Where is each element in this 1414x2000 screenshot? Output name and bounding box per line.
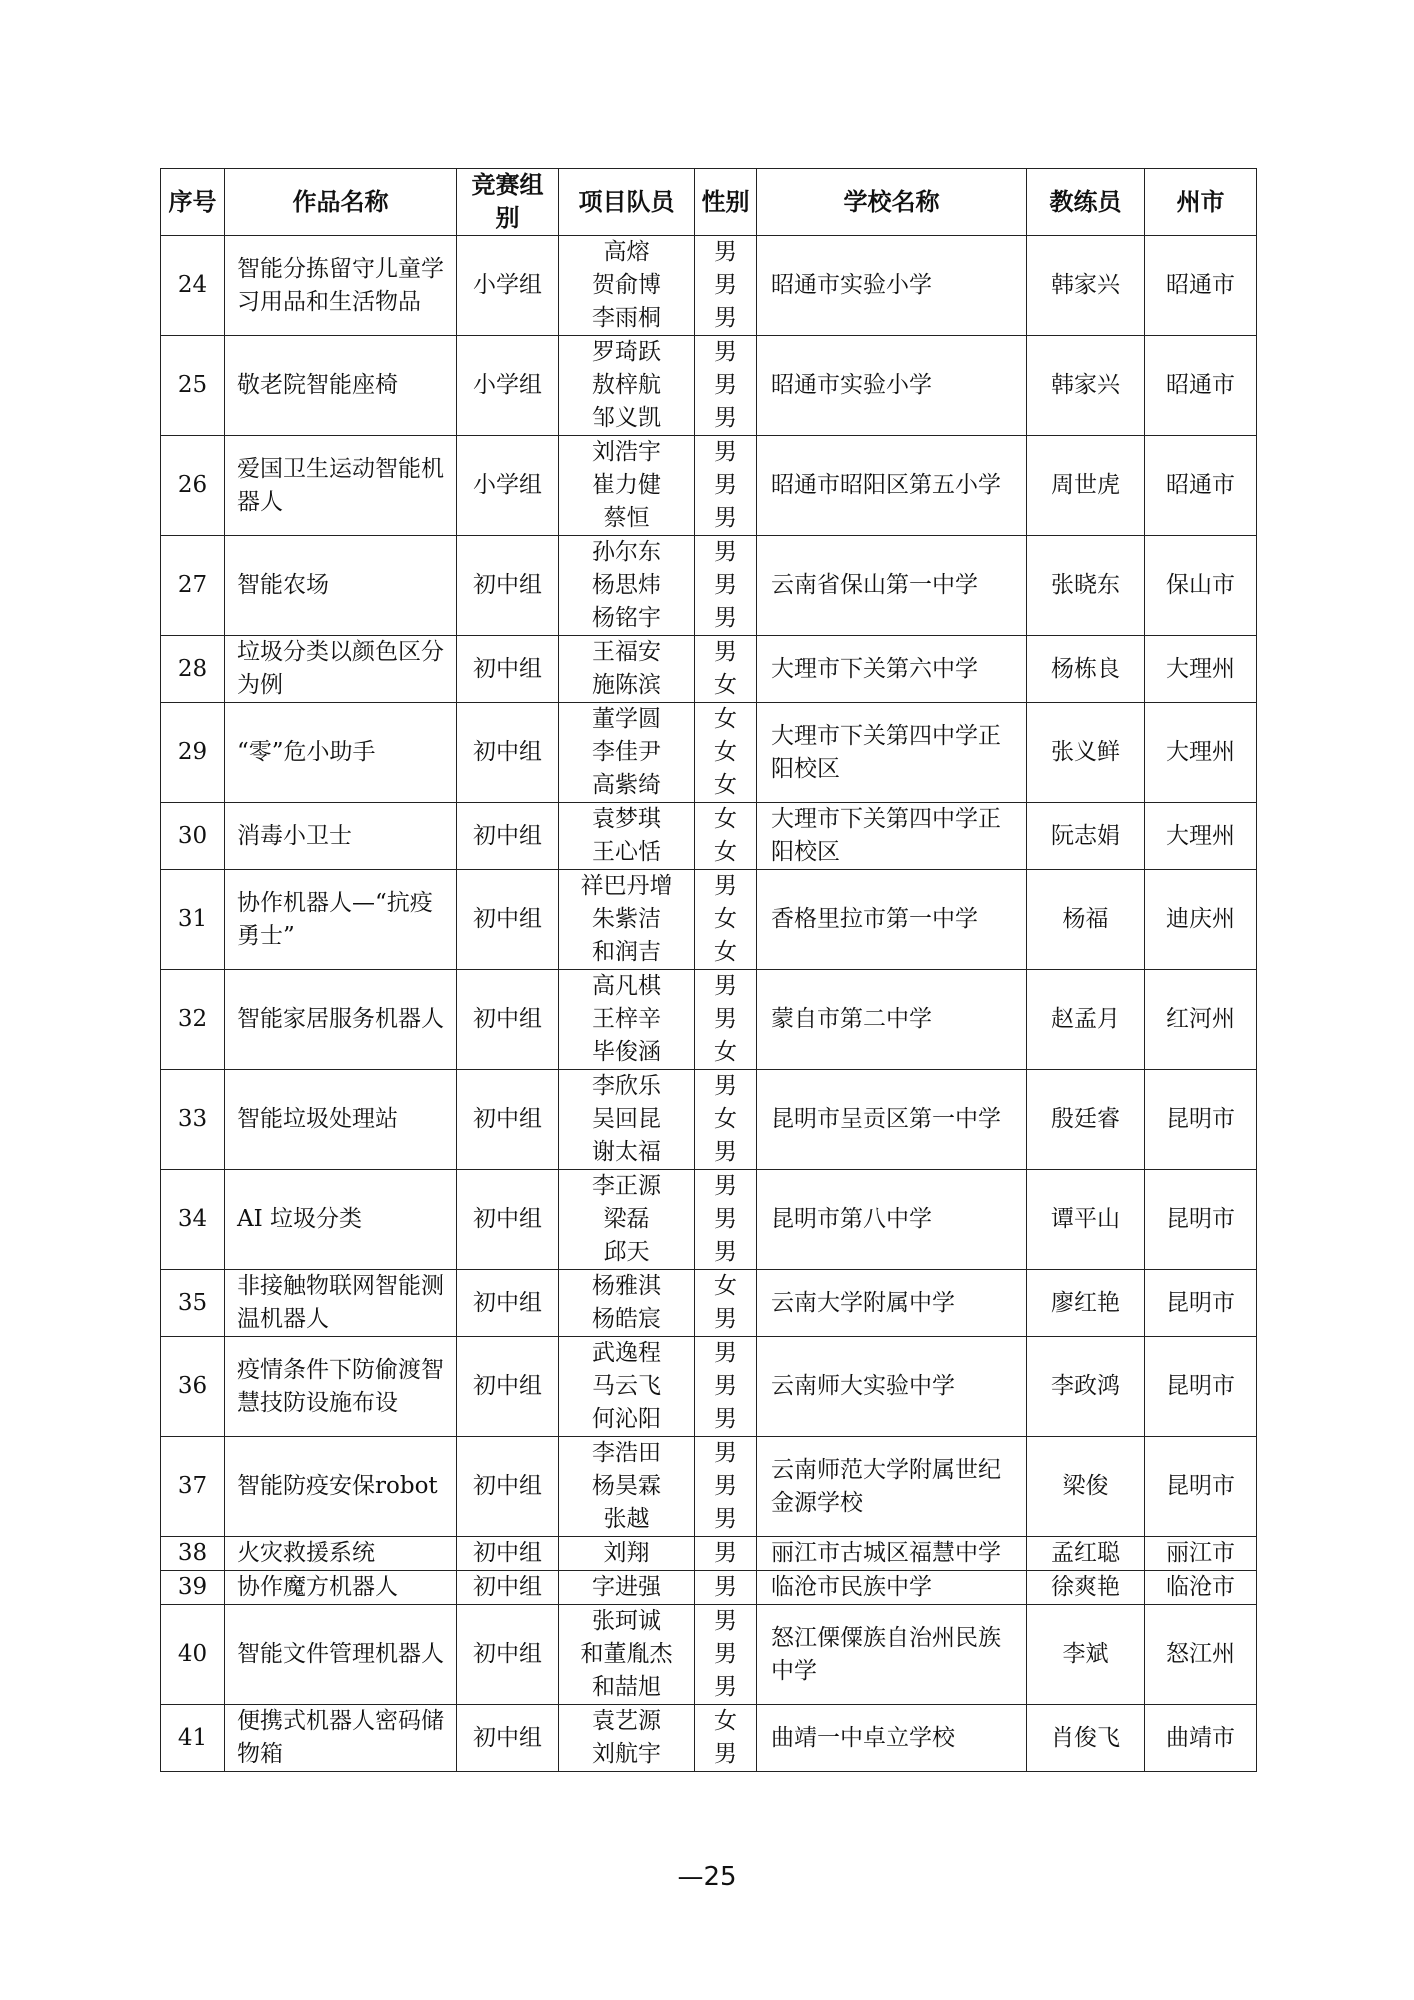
table-header-row — [161, 169, 1257, 236]
cell-school: 昭通市昭阳区第五小学 — [757, 436, 1027, 536]
table-row — [161, 803, 1257, 870]
award-table — [160, 168, 1257, 1772]
member-name: 王梓辛 — [592, 1006, 661, 1032]
member-name: 谢太福 — [592, 1139, 661, 1165]
member-name: 李正源 — [592, 1173, 661, 1199]
member-gender: 男 — [714, 1674, 737, 1700]
cell-coach: 谭平山 — [1027, 1170, 1145, 1270]
cell-work: 协作机器人—“抗疫勇士” — [225, 870, 457, 970]
member-gender: 女 — [714, 806, 737, 832]
cell-school: 云南省保山第一中学 — [757, 536, 1027, 636]
member-name: 刘航宇 — [592, 1741, 661, 1767]
cell-coach: 殷廷睿 — [1027, 1070, 1145, 1170]
table-row — [161, 970, 1257, 1070]
cell-members — [559, 1705, 695, 1772]
cell-city: 昆明市 — [1145, 1270, 1257, 1337]
member-gender: 男 — [714, 239, 737, 265]
cell-work: “零”危小助手 — [225, 703, 457, 803]
member-gender: 男 — [714, 1206, 737, 1232]
cell-work: 疫情条件下防偷渡智慧技防设施布设 — [225, 1337, 457, 1437]
cell-coach: 肖俊飞 — [1027, 1705, 1145, 1772]
member-gender: 女 — [714, 1039, 737, 1065]
cell-no: 31 — [161, 870, 225, 970]
member-gender: 男 — [714, 1506, 737, 1532]
member-name: 李雨桐 — [592, 305, 661, 331]
cell-coach: 韩家兴 — [1027, 336, 1145, 436]
cell-work: 非接触物联网智能测温机器人 — [225, 1270, 457, 1337]
cell-group: 小学组 — [457, 336, 559, 436]
cell-city: 曲靖市 — [1145, 1705, 1257, 1772]
cell-members — [559, 970, 695, 1070]
cell-no: 36 — [161, 1337, 225, 1437]
member-gender: 男 — [714, 439, 737, 465]
cell-city: 丽江市 — [1145, 1537, 1257, 1571]
cell-school: 大理市下关第六中学 — [757, 636, 1027, 703]
cell-school: 临沧市民族中学 — [757, 1571, 1027, 1605]
cell-no: 35 — [161, 1270, 225, 1337]
table-row — [161, 536, 1257, 636]
cell-city: 大理州 — [1145, 703, 1257, 803]
cell-group: 小学组 — [457, 236, 559, 336]
header-gender: 性别 — [695, 169, 757, 236]
member-gender: 女 — [714, 1273, 737, 1299]
cell-work: 敬老院智能座椅 — [225, 336, 457, 436]
member-gender: 女 — [714, 839, 737, 865]
cell-no: 40 — [161, 1605, 225, 1705]
member-gender: 男 — [714, 1641, 737, 1667]
cell-members — [559, 1437, 695, 1537]
cell-group: 初中组 — [457, 1070, 559, 1170]
cell-gender — [695, 1270, 757, 1337]
cell-no: 39 — [161, 1571, 225, 1605]
member-gender: 男 — [714, 1741, 737, 1767]
member-name: 高熔 — [603, 239, 650, 265]
member-name: 袁艺源 — [592, 1708, 661, 1734]
cell-city: 昆明市 — [1145, 1070, 1257, 1170]
member-gender: 男 — [714, 539, 737, 565]
cell-no: 30 — [161, 803, 225, 870]
cell-gender — [695, 1070, 757, 1170]
cell-no: 29 — [161, 703, 225, 803]
table-row — [161, 1270, 1257, 1337]
member-gender: 男 — [714, 572, 737, 598]
member-gender: 女 — [714, 1708, 737, 1734]
cell-members — [559, 1605, 695, 1705]
member-gender: 男 — [714, 639, 737, 665]
member-name: 字进强 — [592, 1574, 661, 1600]
member-name: 毕俊涵 — [592, 1039, 661, 1065]
table-row — [161, 236, 1257, 336]
cell-group: 初中组 — [457, 536, 559, 636]
member-name: 刘翔 — [603, 1540, 650, 1566]
member-name: 敖梓航 — [592, 372, 661, 398]
member-gender: 男 — [714, 372, 737, 398]
table-body — [161, 236, 1257, 1772]
cell-group: 初中组 — [457, 1605, 559, 1705]
cell-members — [559, 536, 695, 636]
cell-coach: 张晓东 — [1027, 536, 1145, 636]
cell-group: 初中组 — [457, 1270, 559, 1337]
member-gender: 男 — [714, 1173, 737, 1199]
table-row — [161, 1070, 1257, 1170]
member-gender: 男 — [714, 1473, 737, 1499]
cell-gender — [695, 536, 757, 636]
cell-coach: 阮志娟 — [1027, 803, 1145, 870]
cell-group: 初中组 — [457, 1337, 559, 1437]
member-name: 邱天 — [603, 1239, 650, 1265]
member-name: 和润吉 — [592, 939, 661, 965]
table-row — [161, 703, 1257, 803]
cell-group: 初中组 — [457, 1571, 559, 1605]
header-city: 州市 — [1145, 169, 1257, 236]
member-name: 李浩田 — [592, 1440, 661, 1466]
table-row — [161, 1571, 1257, 1605]
cell-work: 智能农场 — [225, 536, 457, 636]
member-gender: 男 — [714, 1574, 737, 1600]
cell-gender — [695, 970, 757, 1070]
cell-no: 27 — [161, 536, 225, 636]
cell-work: AI 垃圾分类 — [225, 1170, 457, 1270]
cell-no: 25 — [161, 336, 225, 436]
member-name: 和喆旭 — [592, 1674, 661, 1700]
table-row — [161, 870, 1257, 970]
cell-gender — [695, 1605, 757, 1705]
member-name: 何沁阳 — [592, 1406, 661, 1432]
cell-members — [559, 436, 695, 536]
member-name: 梁磊 — [603, 1206, 650, 1232]
member-gender: 女 — [714, 739, 737, 765]
cell-group: 小学组 — [457, 436, 559, 536]
page-number: —25 — [677, 1862, 737, 1892]
member-name: 张珂诚 — [592, 1608, 661, 1634]
cell-gender — [695, 1537, 757, 1571]
member-name: 施陈滨 — [592, 672, 661, 698]
cell-group: 初中组 — [457, 703, 559, 803]
cell-gender — [695, 803, 757, 870]
member-gender: 女 — [714, 906, 737, 932]
cell-city: 昭通市 — [1145, 336, 1257, 436]
cell-no: 24 — [161, 236, 225, 336]
member-name: 贺俞博 — [592, 272, 661, 298]
cell-no: 38 — [161, 1537, 225, 1571]
cell-no: 32 — [161, 970, 225, 1070]
cell-coach: 李斌 — [1027, 1605, 1145, 1705]
cell-coach: 徐爽艳 — [1027, 1571, 1145, 1605]
member-name: 李欣乐 — [592, 1073, 661, 1099]
cell-members — [559, 1337, 695, 1437]
cell-city: 昆明市 — [1145, 1170, 1257, 1270]
cell-no: 41 — [161, 1705, 225, 1772]
member-name: 杨皓宸 — [592, 1306, 661, 1332]
member-gender: 女 — [714, 672, 737, 698]
cell-members — [559, 1571, 695, 1605]
cell-gender — [695, 1170, 757, 1270]
cell-members — [559, 1170, 695, 1270]
cell-group: 初中组 — [457, 1170, 559, 1270]
cell-city: 昭通市 — [1145, 236, 1257, 336]
cell-members — [559, 636, 695, 703]
cell-work: 垃圾分类以颜色区分为例 — [225, 636, 457, 703]
cell-school: 大理市下关第四中学正阳校区 — [757, 803, 1027, 870]
member-name: 吴回昆 — [592, 1106, 661, 1132]
cell-school: 怒江傈僳族自治州民族中学 — [757, 1605, 1027, 1705]
member-gender: 男 — [714, 1073, 737, 1099]
header-coach: 教练员 — [1027, 169, 1145, 236]
cell-school: 云南大学附属中学 — [757, 1270, 1027, 1337]
member-name: 杨思炜 — [592, 572, 661, 598]
member-gender: 男 — [714, 505, 737, 531]
cell-work: 智能家居服务机器人 — [225, 970, 457, 1070]
cell-coach: 李政鸿 — [1027, 1337, 1145, 1437]
cell-members — [559, 870, 695, 970]
member-gender: 男 — [714, 873, 737, 899]
cell-work: 消毒小卫士 — [225, 803, 457, 870]
cell-members — [559, 1537, 695, 1571]
cell-group: 初中组 — [457, 870, 559, 970]
cell-city: 保山市 — [1145, 536, 1257, 636]
cell-school: 大理市下关第四中学正阳校区 — [757, 703, 1027, 803]
cell-school: 蒙自市第二中学 — [757, 970, 1027, 1070]
cell-city: 大理州 — [1145, 636, 1257, 703]
member-gender: 男 — [714, 1406, 737, 1432]
cell-city: 怒江州 — [1145, 1605, 1257, 1705]
table-row — [161, 1605, 1257, 1705]
cell-no: 26 — [161, 436, 225, 536]
member-name: 杨铭宇 — [592, 605, 661, 631]
cell-school: 昭通市实验小学 — [757, 236, 1027, 336]
cell-coach: 张义鲜 — [1027, 703, 1145, 803]
table-row — [161, 1337, 1257, 1437]
cell-gender — [695, 636, 757, 703]
cell-coach: 周世虎 — [1027, 436, 1145, 536]
table-row — [161, 1705, 1257, 1772]
cell-group: 初中组 — [457, 1437, 559, 1537]
cell-city: 昭通市 — [1145, 436, 1257, 536]
cell-school: 昆明市呈贡区第一中学 — [757, 1070, 1027, 1170]
table-row — [161, 636, 1257, 703]
cell-work: 爱国卫生运动智能机器人 — [225, 436, 457, 536]
cell-work: 智能文件管理机器人 — [225, 1605, 457, 1705]
cell-work: 协作魔方机器人 — [225, 1571, 457, 1605]
cell-group: 初中组 — [457, 1705, 559, 1772]
cell-coach: 廖红艳 — [1027, 1270, 1145, 1337]
cell-members — [559, 803, 695, 870]
member-name: 孙尔东 — [592, 539, 661, 565]
cell-group: 初中组 — [457, 803, 559, 870]
member-gender: 男 — [714, 305, 737, 331]
cell-city: 临沧市 — [1145, 1571, 1257, 1605]
member-name: 高紫绮 — [592, 772, 661, 798]
cell-gender — [695, 436, 757, 536]
table-row — [161, 336, 1257, 436]
member-gender: 女 — [714, 1106, 737, 1132]
member-gender: 男 — [714, 1340, 737, 1366]
cell-no: 34 — [161, 1170, 225, 1270]
cell-gender — [695, 1705, 757, 1772]
header-school: 学校名称 — [757, 169, 1027, 236]
member-name: 杨昊霖 — [592, 1473, 661, 1499]
cell-city: 昆明市 — [1145, 1337, 1257, 1437]
cell-city: 昆明市 — [1145, 1437, 1257, 1537]
member-gender: 男 — [714, 1608, 737, 1634]
cell-gender — [695, 1437, 757, 1537]
cell-gender — [695, 1337, 757, 1437]
member-gender: 女 — [714, 939, 737, 965]
table-row — [161, 1437, 1257, 1537]
member-name: 高凡棋 — [592, 973, 661, 999]
member-name: 李佳尹 — [592, 739, 661, 765]
member-gender: 男 — [714, 272, 737, 298]
member-name: 刘浩宇 — [592, 439, 661, 465]
cell-city: 红河州 — [1145, 970, 1257, 1070]
cell-school: 云南师范大学附属世纪金源学校 — [757, 1437, 1027, 1537]
cell-coach: 赵孟月 — [1027, 970, 1145, 1070]
table-row — [161, 1537, 1257, 1571]
member-name: 杨雅淇 — [592, 1273, 661, 1299]
cell-work: 智能防疫安保robot — [225, 1437, 457, 1537]
cell-gender — [695, 236, 757, 336]
cell-work: 火灾救援系统 — [225, 1537, 457, 1571]
cell-group: 初中组 — [457, 1537, 559, 1571]
member-name: 罗琦跃 — [592, 339, 661, 365]
cell-school: 曲靖一中卓立学校 — [757, 1705, 1027, 1772]
cell-work: 智能垃圾处理站 — [225, 1070, 457, 1170]
member-gender: 男 — [714, 405, 737, 431]
header-members: 项目队员 — [559, 169, 695, 236]
member-name: 祥巴丹增 — [580, 873, 673, 899]
member-name: 董学圆 — [592, 706, 661, 732]
cell-no: 33 — [161, 1070, 225, 1170]
cell-coach: 韩家兴 — [1027, 236, 1145, 336]
member-name: 王心恬 — [592, 839, 661, 865]
header-no: 序号 — [161, 169, 225, 236]
member-gender: 男 — [714, 1139, 737, 1165]
cell-city: 迪庆州 — [1145, 870, 1257, 970]
member-name: 崔力健 — [592, 472, 661, 498]
member-gender: 男 — [714, 1306, 737, 1332]
cell-city: 大理州 — [1145, 803, 1257, 870]
cell-work: 便携式机器人密码储物箱 — [225, 1705, 457, 1772]
cell-gender — [695, 336, 757, 436]
table-row — [161, 1170, 1257, 1270]
member-name: 袁梦琪 — [592, 806, 661, 832]
header-group: 竞赛组别 — [457, 169, 559, 236]
member-gender: 男 — [714, 1440, 737, 1466]
cell-coach: 杨栋良 — [1027, 636, 1145, 703]
cell-coach: 杨福 — [1027, 870, 1145, 970]
cell-no: 28 — [161, 636, 225, 703]
cell-school: 昭通市实验小学 — [757, 336, 1027, 436]
cell-school: 昆明市第八中学 — [757, 1170, 1027, 1270]
cell-work: 智能分拣留守儿童学习用品和生活物品 — [225, 236, 457, 336]
cell-no: 37 — [161, 1437, 225, 1537]
cell-gender — [695, 703, 757, 803]
cell-members — [559, 236, 695, 336]
cell-gender — [695, 870, 757, 970]
member-name: 武逸程 — [592, 1340, 661, 1366]
member-gender: 男 — [714, 472, 737, 498]
cell-group: 初中组 — [457, 970, 559, 1070]
member-name: 蔡恒 — [603, 505, 650, 531]
cell-coach: 梁俊 — [1027, 1437, 1145, 1537]
member-gender: 男 — [714, 1540, 737, 1566]
cell-members — [559, 703, 695, 803]
cell-members — [559, 336, 695, 436]
cell-school: 云南师大实验中学 — [757, 1337, 1027, 1437]
header-work: 作品名称 — [225, 169, 457, 236]
member-name: 张越 — [603, 1506, 650, 1532]
cell-members — [559, 1070, 695, 1170]
cell-members — [559, 1270, 695, 1337]
member-gender: 女 — [714, 706, 737, 732]
cell-school: 丽江市古城区福慧中学 — [757, 1537, 1027, 1571]
member-gender: 女 — [714, 772, 737, 798]
cell-gender — [695, 1571, 757, 1605]
member-name: 朱紫洁 — [592, 906, 661, 932]
member-gender: 男 — [714, 605, 737, 631]
member-name: 王福安 — [592, 639, 661, 665]
member-gender: 男 — [714, 973, 737, 999]
cell-group: 初中组 — [457, 636, 559, 703]
member-name: 邹义凯 — [592, 405, 661, 431]
table-row — [161, 436, 1257, 536]
member-gender: 男 — [714, 339, 737, 365]
cell-school: 香格里拉市第一中学 — [757, 870, 1027, 970]
member-gender: 男 — [714, 1006, 737, 1032]
cell-coach: 孟红聪 — [1027, 1537, 1145, 1571]
member-gender: 男 — [714, 1239, 737, 1265]
member-name: 和董胤杰 — [580, 1641, 673, 1667]
member-gender: 男 — [714, 1373, 737, 1399]
member-name: 马云飞 — [592, 1373, 661, 1399]
